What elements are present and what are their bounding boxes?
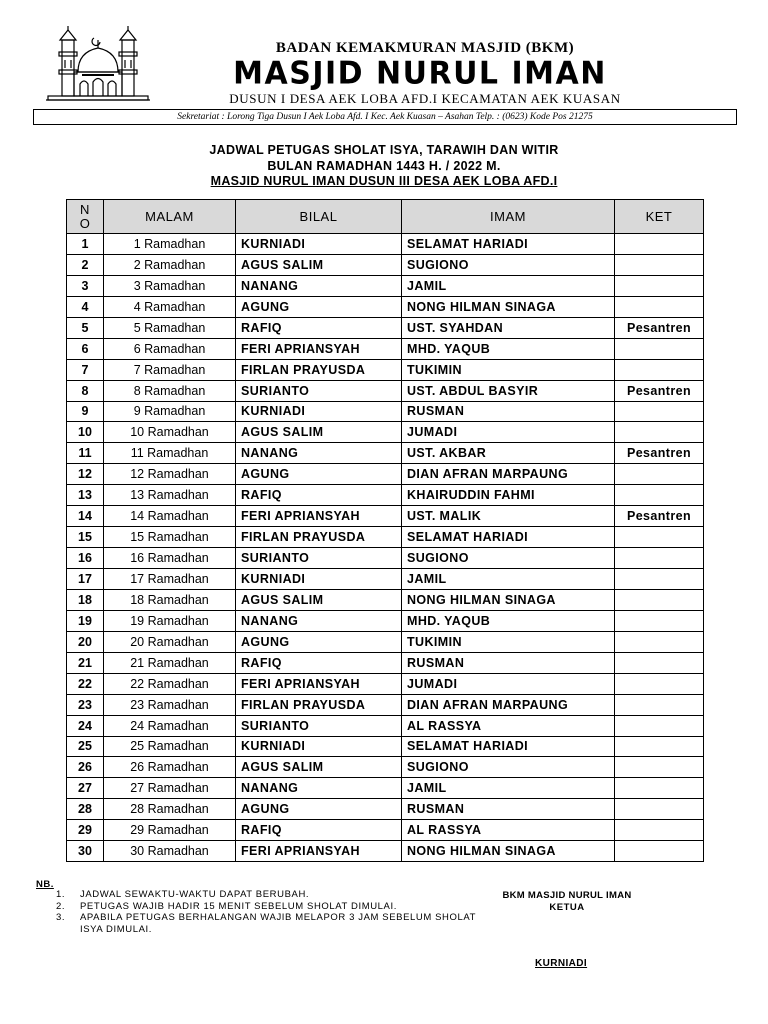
cell-malam: 5 Ramadhan bbox=[104, 317, 236, 338]
cell-ket bbox=[615, 736, 704, 757]
note-item bbox=[56, 889, 480, 901]
table-row bbox=[67, 673, 704, 694]
cell-bilal: FIRLAN PRAYUSDA bbox=[236, 359, 402, 380]
cell-imam: RUSMAN bbox=[402, 401, 615, 422]
cell-imam: AL RASSYA bbox=[402, 715, 615, 736]
signature-org: BKM MASJID NURUL IMAN bbox=[502, 890, 632, 901]
cell-no: 12 bbox=[67, 464, 104, 485]
schedule-subtitle: BULAN RAMADHAN 1443 H. / 2022 M. bbox=[267, 159, 501, 173]
note-number: 1. bbox=[56, 889, 66, 900]
cell-imam: UST. MALIK bbox=[402, 506, 615, 527]
cell-malam: 6 Ramadhan bbox=[104, 338, 236, 359]
mosque-name: MASJID NURUL IMAN bbox=[233, 55, 607, 92]
cell-bilal: FERI APRIANSYAH bbox=[236, 673, 402, 694]
cell-bilal: AGUS SALIM bbox=[236, 757, 402, 778]
cell-bilal: NANANG bbox=[236, 275, 402, 296]
header-no bbox=[67, 200, 104, 234]
cell-bilal: KURNIADI bbox=[236, 234, 402, 255]
cell-ket bbox=[615, 338, 704, 359]
cell-malam: 27 Ramadhan bbox=[104, 778, 236, 799]
cell-imam: SUGIONO bbox=[402, 254, 615, 275]
cell-imam: JAMIL bbox=[402, 275, 615, 296]
cell-malam: 20 Ramadhan bbox=[104, 631, 236, 652]
note-number: 2. bbox=[56, 900, 66, 912]
header-no-line1: N bbox=[80, 201, 90, 217]
table-row bbox=[67, 631, 704, 652]
cell-ket bbox=[615, 715, 704, 736]
cell-no: 23 bbox=[67, 694, 104, 715]
cell-bilal: SURIANTO bbox=[236, 715, 402, 736]
cell-malam: 22 Ramadhan bbox=[104, 673, 236, 694]
cell-bilal: RAFIQ bbox=[236, 652, 402, 673]
table-row bbox=[67, 694, 704, 715]
table-row bbox=[67, 380, 704, 401]
cell-imam: NONG HILMAN SINAGA bbox=[402, 296, 615, 317]
cell-malam: 13 Ramadhan bbox=[104, 485, 236, 506]
cell-ket bbox=[615, 422, 704, 443]
table-row bbox=[67, 485, 704, 506]
cell-bilal: RAFIQ bbox=[236, 317, 402, 338]
cell-malam: 3 Ramadhan bbox=[104, 275, 236, 296]
cell-bilal: KURNIADI bbox=[236, 569, 402, 590]
cell-no: 26 bbox=[67, 757, 104, 778]
cell-no: 7 bbox=[67, 359, 104, 380]
cell-imam: JUMADI bbox=[402, 673, 615, 694]
cell-imam: NONG HILMAN SINAGA bbox=[402, 841, 615, 862]
cell-bilal: AGUS SALIM bbox=[236, 254, 402, 275]
cell-ket bbox=[615, 234, 704, 255]
cell-imam: JAMIL bbox=[402, 569, 615, 590]
cell-malam: 17 Ramadhan bbox=[104, 569, 236, 590]
cell-bilal: FIRLAN PRAYUSDA bbox=[236, 694, 402, 715]
address: DUSUN I DESA AEK LOBA AFD.I KECAMATAN AEK KUASAN bbox=[229, 91, 621, 106]
table-row bbox=[67, 652, 704, 673]
cell-imam: UST. ABDUL BASYIR bbox=[402, 380, 615, 401]
cell-malam: 11 Ramadhan bbox=[104, 443, 236, 464]
cell-malam: 1 Ramadhan bbox=[104, 234, 236, 255]
table-row bbox=[67, 338, 704, 359]
cell-no: 21 bbox=[67, 652, 104, 673]
cell-bilal: AGUNG bbox=[236, 464, 402, 485]
mosque-logo-icon bbox=[44, 24, 152, 102]
table-row bbox=[67, 443, 704, 464]
cell-malam: 14 Ramadhan bbox=[104, 506, 236, 527]
cell-imam: AL RASSYA bbox=[402, 820, 615, 841]
cell-bilal: FERI APRIANSYAH bbox=[236, 841, 402, 862]
cell-malam: 12 Ramadhan bbox=[104, 464, 236, 485]
cell-malam: 8 Ramadhan bbox=[104, 380, 236, 401]
cell-imam: MHD. YAQUB bbox=[402, 338, 615, 359]
cell-no: 19 bbox=[67, 610, 104, 631]
cell-imam: SELAMAT HARIADI bbox=[402, 527, 615, 548]
header-no-line2: O bbox=[79, 215, 91, 231]
cell-imam: MHD. YAQUB bbox=[402, 610, 615, 631]
cell-no: 1 bbox=[67, 234, 104, 255]
cell-bilal: SURIANTO bbox=[236, 380, 402, 401]
note-text: APABILA PETUGAS BERHALANGAN WAJIB MELAPOR 3 JAM SEBELUM SHOLAT ISYA DIMULAI. bbox=[80, 912, 476, 935]
cell-bilal: AGUS SALIM bbox=[236, 422, 402, 443]
org-name: BADAN KEMAKMURAN MASJID (BKM) bbox=[275, 40, 575, 56]
cell-ket bbox=[615, 757, 704, 778]
cell-bilal: AGUNG bbox=[236, 799, 402, 820]
cell-ket: Pesantren bbox=[615, 380, 704, 401]
table-row bbox=[67, 715, 704, 736]
cell-ket bbox=[615, 589, 704, 610]
table-row bbox=[67, 234, 704, 255]
table-row bbox=[67, 610, 704, 631]
table-row bbox=[67, 527, 704, 548]
cell-ket bbox=[615, 401, 704, 422]
cell-malam: 30 Ramadhan bbox=[104, 841, 236, 862]
cell-malam: 21 Ramadhan bbox=[104, 652, 236, 673]
cell-imam: TUKIMIN bbox=[402, 359, 615, 380]
table-row bbox=[67, 778, 704, 799]
cell-ket bbox=[615, 359, 704, 380]
cell-imam: SUGIONO bbox=[402, 757, 615, 778]
cell-imam: NONG HILMAN SINAGA bbox=[402, 589, 615, 610]
cell-no: 28 bbox=[67, 799, 104, 820]
cell-no: 25 bbox=[67, 736, 104, 757]
cell-ket bbox=[615, 820, 704, 841]
table-row bbox=[67, 254, 704, 275]
cell-imam: DIAN AFRAN MARPAUNG bbox=[402, 464, 615, 485]
note-item bbox=[56, 912, 480, 935]
cell-ket bbox=[615, 527, 704, 548]
cell-ket bbox=[615, 485, 704, 506]
table-row bbox=[67, 296, 704, 317]
cell-bilal: KURNIADI bbox=[236, 401, 402, 422]
header-bilal: BILAL bbox=[236, 200, 402, 234]
cell-no: 8 bbox=[67, 380, 104, 401]
cell-imam: SELAMAT HARIADI bbox=[402, 736, 615, 757]
cell-imam: TUKIMIN bbox=[402, 631, 615, 652]
cell-bilal: AGUS SALIM bbox=[236, 589, 402, 610]
cell-imam: RUSMAN bbox=[402, 652, 615, 673]
cell-ket bbox=[615, 673, 704, 694]
cell-imam: DIAN AFRAN MARPAUNG bbox=[402, 694, 615, 715]
cell-bilal: FERI APRIANSYAH bbox=[236, 506, 402, 527]
notes-list bbox=[56, 889, 480, 935]
schedule-title: JADWAL PETUGAS SHOLAT ISYA, TARAWIH DAN WITIR bbox=[209, 143, 559, 157]
cell-malam: 4 Ramadhan bbox=[104, 296, 236, 317]
note-text: PETUGAS WAJIB HADIR 15 MENIT SEBELUM SHOLAT DIMULAI. bbox=[80, 900, 397, 912]
cell-bilal: NANANG bbox=[236, 443, 402, 464]
cell-malam: 19 Ramadhan bbox=[104, 610, 236, 631]
table-row bbox=[67, 464, 704, 485]
cell-no: 4 bbox=[67, 296, 104, 317]
table-row bbox=[67, 799, 704, 820]
cell-bilal: AGUNG bbox=[236, 296, 402, 317]
header-imam: IMAM bbox=[402, 200, 615, 234]
cell-malam: 26 Ramadhan bbox=[104, 757, 236, 778]
cell-imam: JAMIL bbox=[402, 778, 615, 799]
cell-imam: UST. SYAHDAN bbox=[402, 317, 615, 338]
cell-no: 6 bbox=[67, 338, 104, 359]
schedule-location: MASJID NURUL IMAN DUSUN III DESA AEK LOBA AFD.I bbox=[210, 174, 558, 188]
cell-no: 30 bbox=[67, 841, 104, 862]
cell-no: 14 bbox=[67, 506, 104, 527]
note-text: JADWAL SEWAKTU-WAKTU DAPAT BERUBAH. bbox=[80, 889, 310, 900]
table-row bbox=[67, 820, 704, 841]
table-row bbox=[67, 841, 704, 862]
cell-no: 3 bbox=[67, 275, 104, 296]
table-row bbox=[67, 548, 704, 569]
cell-no: 9 bbox=[67, 401, 104, 422]
cell-ket bbox=[615, 841, 704, 862]
cell-bilal: SURIANTO bbox=[236, 548, 402, 569]
notes-label: NB. bbox=[36, 879, 54, 890]
table-row bbox=[67, 401, 704, 422]
cell-no: 20 bbox=[67, 631, 104, 652]
cell-imam: SUGIONO bbox=[402, 548, 615, 569]
secretariat-box: Sekretariat : Lorong Tiga Dusun I Aek Loba Afd. I Kec. Aek Kuasan – Asahan Telp. : (0623) Kode Pos 21275 bbox=[33, 109, 737, 125]
cell-malam: 25 Ramadhan bbox=[104, 736, 236, 757]
cell-bilal: NANANG bbox=[236, 778, 402, 799]
cell-malam: 28 Ramadhan bbox=[104, 799, 236, 820]
cell-no: 15 bbox=[67, 527, 104, 548]
table-row bbox=[67, 736, 704, 757]
table-row bbox=[67, 506, 704, 527]
cell-ket bbox=[615, 652, 704, 673]
cell-ket: Pesantren bbox=[615, 317, 704, 338]
cell-ket bbox=[615, 631, 704, 652]
cell-no: 16 bbox=[67, 548, 104, 569]
cell-ket bbox=[615, 778, 704, 799]
cell-ket bbox=[615, 799, 704, 820]
cell-no: 22 bbox=[67, 673, 104, 694]
table-row bbox=[67, 422, 704, 443]
cell-no: 11 bbox=[67, 443, 104, 464]
cell-bilal: FIRLAN PRAYUSDA bbox=[236, 527, 402, 548]
cell-malam: 23 Ramadhan bbox=[104, 694, 236, 715]
cell-bilal: NANANG bbox=[236, 610, 402, 631]
cell-imam: JUMADI bbox=[402, 422, 615, 443]
cell-no: 18 bbox=[67, 589, 104, 610]
cell-no: 29 bbox=[67, 820, 104, 841]
cell-malam: 2 Ramadhan bbox=[104, 254, 236, 275]
cell-ket bbox=[615, 254, 704, 275]
cell-malam: 7 Ramadhan bbox=[104, 359, 236, 380]
table-row bbox=[67, 757, 704, 778]
note-number: 3. bbox=[56, 912, 66, 923]
cell-malam: 29 Ramadhan bbox=[104, 820, 236, 841]
signature-role: KETUA bbox=[549, 902, 585, 913]
cell-no: 13 bbox=[67, 485, 104, 506]
cell-bilal: KURNIADI bbox=[236, 736, 402, 757]
cell-ket bbox=[615, 569, 704, 590]
cell-imam: KHAIRUDDIN FAHMI bbox=[402, 485, 615, 506]
table-row bbox=[67, 589, 704, 610]
table-row bbox=[67, 275, 704, 296]
cell-ket bbox=[615, 275, 704, 296]
cell-imam: UST. AKBAR bbox=[402, 443, 615, 464]
note-item bbox=[56, 901, 480, 913]
cell-malam: 18 Ramadhan bbox=[104, 589, 236, 610]
header-ket: KET bbox=[615, 200, 704, 234]
header-malam: MALAM bbox=[104, 200, 236, 234]
cell-ket bbox=[615, 694, 704, 715]
cell-malam: 9 Ramadhan bbox=[104, 401, 236, 422]
cell-imam: RUSMAN bbox=[402, 799, 615, 820]
table-row bbox=[67, 359, 704, 380]
cell-ket bbox=[615, 548, 704, 569]
schedule-table bbox=[66, 199, 704, 862]
cell-no: 2 bbox=[67, 254, 104, 275]
table-row bbox=[67, 569, 704, 590]
cell-bilal: FERI APRIANSYAH bbox=[236, 338, 402, 359]
signature-name: KURNIADI bbox=[535, 958, 588, 969]
table-row bbox=[67, 317, 704, 338]
cell-ket bbox=[615, 296, 704, 317]
cell-ket: Pesantren bbox=[615, 443, 704, 464]
table-header-row bbox=[67, 200, 704, 234]
cell-imam: SELAMAT HARIADI bbox=[402, 234, 615, 255]
cell-no: 10 bbox=[67, 422, 104, 443]
cell-malam: 24 Ramadhan bbox=[104, 715, 236, 736]
cell-malam: 16 Ramadhan bbox=[104, 548, 236, 569]
cell-ket bbox=[615, 610, 704, 631]
cell-bilal: RAFIQ bbox=[236, 485, 402, 506]
cell-bilal: AGUNG bbox=[236, 631, 402, 652]
cell-ket bbox=[615, 464, 704, 485]
cell-no: 24 bbox=[67, 715, 104, 736]
cell-no: 27 bbox=[67, 778, 104, 799]
cell-no: 5 bbox=[67, 317, 104, 338]
cell-bilal: RAFIQ bbox=[236, 820, 402, 841]
cell-no: 17 bbox=[67, 569, 104, 590]
cell-malam: 10 Ramadhan bbox=[104, 422, 236, 443]
cell-malam: 15 Ramadhan bbox=[104, 527, 236, 548]
cell-ket: Pesantren bbox=[615, 506, 704, 527]
